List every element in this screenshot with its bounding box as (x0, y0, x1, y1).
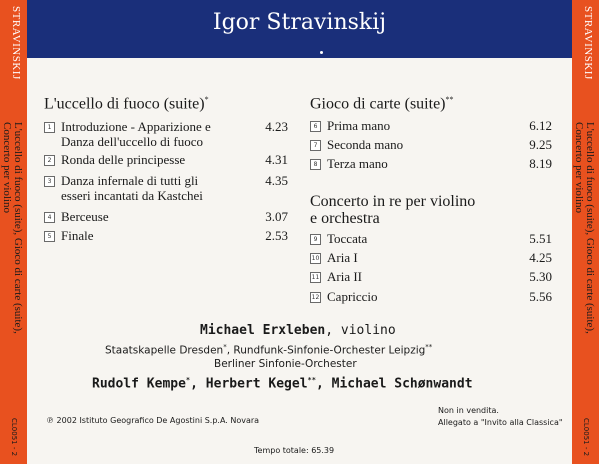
track-2 (44, 152, 294, 168)
track-time: 6.12 (529, 118, 552, 133)
conductor-name: , Michael Schønwandt (315, 376, 473, 392)
work-title-text: Gioco di carte (suite) (310, 95, 446, 113)
orchestra-mark: ** (425, 343, 433, 351)
orchestra-mark: * (223, 343, 227, 351)
track-name: Prima mano (327, 118, 391, 133)
track-time: 2.53 (265, 228, 288, 243)
track-time: 5.51 (529, 231, 552, 246)
work-title-line2: e orchestra (310, 210, 380, 227)
work-mark: ** (445, 95, 454, 104)
work-title-text: L'uccello di fuoco (suite) (44, 95, 205, 113)
spine-subtitle-line2: Concerto per violino (1, 122, 13, 214)
orchestra-name: Berliner Sinfonie-Orchester (214, 358, 357, 370)
spine-subtitle-line1: L'uccello di fuoco (suite), Gioco di carte (suite), (12, 122, 24, 334)
header-dot (320, 51, 323, 54)
track-name: Toccata (327, 231, 368, 246)
track-number-box: 8 (310, 159, 321, 170)
track-1 (44, 119, 294, 151)
orchestras-line-2 (214, 358, 357, 370)
spine-subtitle-line1: L'uccello di fuoco (suite), Gioco di carte (suite), (584, 122, 596, 334)
attached-note: Allegato a "Invito alla Classica" (438, 418, 563, 427)
track-time: 4.23 (265, 119, 288, 134)
orchestra-separator: , (226, 344, 234, 357)
track-11 (310, 269, 555, 285)
track-name: Capriccio (327, 289, 378, 304)
track-name: Finale (61, 228, 94, 243)
track-name: Introduzione - Apparizione e (61, 119, 211, 134)
track-name: Danza infernale di tutti gli (61, 173, 199, 188)
track-name: Ronda delle principesse (61, 152, 186, 167)
conductor-mark: ** (307, 376, 316, 384)
track-number-box: 3 (44, 176, 55, 187)
track-6 (310, 118, 555, 134)
track-name-line2: esseri incantati da Kastchei (61, 188, 203, 203)
track-number-box: 1 (44, 122, 55, 133)
track-time: 3.07 (265, 209, 288, 224)
spine-code: CL0051 - 2 (10, 418, 18, 457)
track-name: Terza mano (327, 156, 388, 171)
work-mark: * (204, 95, 209, 104)
orchestra-name: Staatskapelle Dresden (105, 344, 224, 357)
track-8 (310, 156, 555, 172)
soloist-role: , violino (325, 323, 396, 338)
work-title-card-game (310, 95, 454, 113)
conductors-line (92, 376, 473, 391)
track-12 (310, 289, 555, 305)
track-name: Berceuse (61, 209, 109, 224)
track-number-box: 5 (44, 231, 55, 242)
track-time: 4.35 (265, 173, 288, 188)
track-4 (44, 209, 294, 225)
track-3 (44, 173, 294, 205)
track-time: 4.31 (265, 152, 288, 167)
track-number-box: 12 (311, 294, 320, 301)
track-time: 9.25 (529, 137, 552, 152)
spine-subtitle-line2: Concerto per violino (573, 122, 585, 214)
work-title-firebird (44, 95, 209, 113)
left-spine (0, 0, 27, 464)
track-number-box: 4 (44, 212, 55, 223)
soloist-line (200, 323, 396, 338)
track-number-box: 9 (310, 234, 321, 245)
track-time: 5.30 (529, 269, 552, 284)
track-10 (310, 250, 555, 266)
header-band (27, 0, 572, 58)
orchestras-line-1 (105, 343, 432, 357)
conductor-name: , Herbert Kegel (190, 376, 308, 392)
track-5 (44, 228, 294, 244)
track-name: Aria I (327, 250, 358, 265)
work-title-line1: Concerto in re per violino (310, 193, 476, 210)
track-number-box: 2 (44, 155, 55, 166)
right-spine (572, 0, 599, 464)
track-name-line2: Danza dell'uccello di fuoco (61, 134, 204, 149)
conductor-name: Rudolf Kempe (92, 376, 186, 392)
track-name: Seconda mano (327, 137, 404, 152)
track-7 (310, 137, 555, 153)
spine-title: STRAVINSKIJ (582, 6, 594, 80)
track-number-box: 10 (311, 255, 320, 262)
track-time: 8.19 (529, 156, 552, 171)
soloist-name: Michael Erxleben (200, 323, 326, 338)
orchestra-name: Rundfunk-Sinfonie-Orchester Leipzig (233, 344, 426, 357)
spine-code: CL0051 - 2 (582, 418, 590, 457)
conductor-mark: * (185, 376, 191, 384)
track-9 (310, 231, 555, 247)
track-name: Aria II (327, 269, 363, 284)
total-time: Tempo totale: 65.39 (254, 446, 335, 455)
track-number-box: 7 (310, 140, 321, 151)
track-number-box: 11 (311, 274, 320, 281)
track-number-box: 6 (310, 121, 321, 132)
copyright-notice: ℗ 2002 Istituto Geografico De Agostini S.p.A. Novara (46, 416, 260, 425)
work-title-violin-concerto (310, 193, 475, 227)
spine-title: STRAVINSKIJ (10, 6, 22, 80)
track-time: 4.25 (529, 250, 552, 265)
composer-title: Igor Stravinskij (212, 10, 387, 35)
not-for-sale-note: Non in vendita. (438, 406, 499, 415)
track-time: 5.56 (529, 289, 552, 304)
